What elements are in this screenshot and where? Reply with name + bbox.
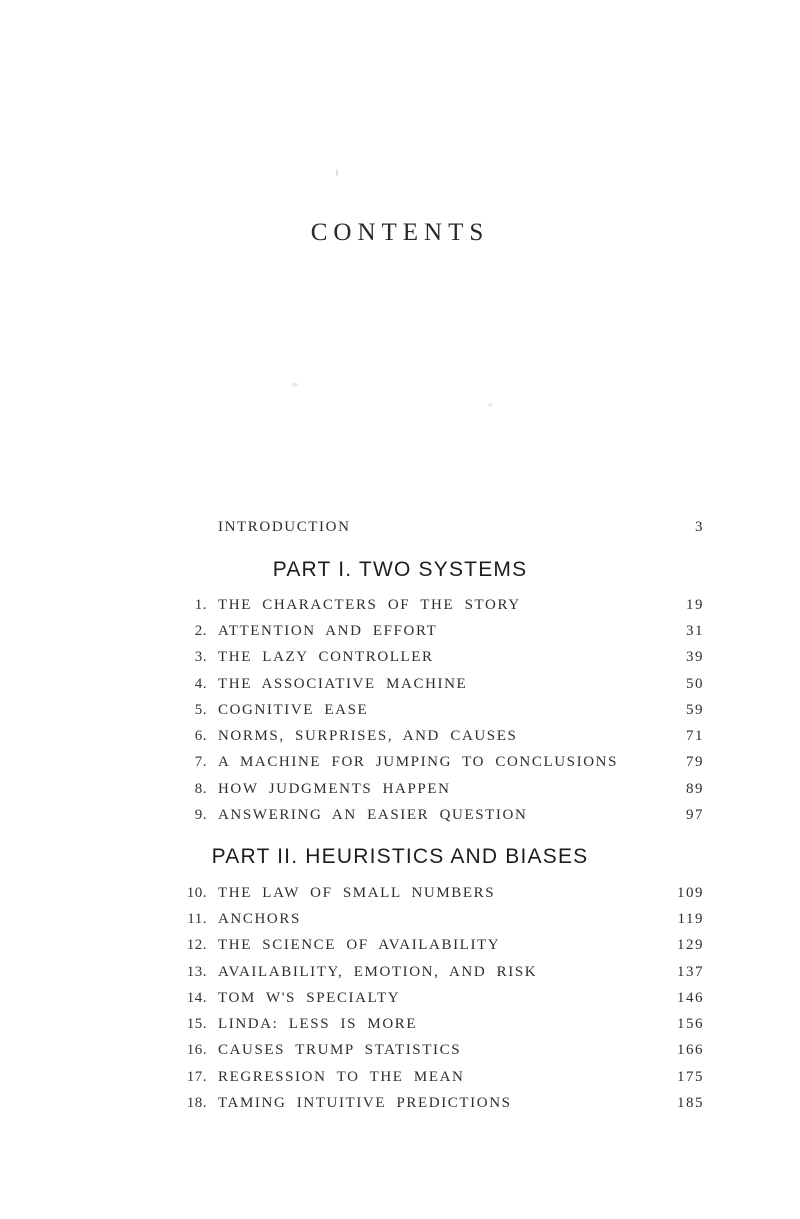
toc-entry	[180, 592, 704, 618]
chapter-title: ATTENTION AND EFFORT	[218, 622, 438, 639]
toc-entry	[180, 645, 704, 671]
chapter-page-number: 146	[677, 989, 704, 1006]
toc-entry	[180, 750, 704, 776]
chapter-number: 15.	[186, 1016, 207, 1033]
part-1-chapter-list	[180, 592, 704, 829]
chapter-title: COGNITIVE EASE	[218, 701, 369, 718]
chapter-page-number: 137	[677, 963, 704, 980]
toc-entry	[180, 1090, 704, 1116]
chapter-page-number: 50	[686, 675, 704, 692]
chapter-title: THE LAZY CONTROLLER	[218, 649, 434, 666]
chapter-title: TAMING INTUITIVE PREDICTIONS	[218, 1095, 512, 1112]
chapter-title: ANCHORS	[218, 910, 301, 927]
chapter-number: 2.	[194, 622, 207, 639]
chapter-number: 1.	[194, 596, 207, 613]
chapter-number: 3.	[194, 649, 207, 666]
chapter-number: 13.	[186, 963, 207, 980]
toc-entry	[180, 880, 704, 906]
scan-speck	[292, 383, 298, 387]
chapter-page-number: 119	[677, 910, 704, 927]
chapter-page-number: 59	[686, 701, 704, 718]
chapter-number: 11.	[187, 910, 207, 927]
chapter-title: AVAILABILITY, EMOTION, AND RISK	[218, 963, 538, 980]
toc-entry	[180, 959, 704, 985]
chapter-page-number: 185	[677, 1095, 704, 1112]
chapter-title: CAUSES TRUMP STATISTICS	[218, 1042, 462, 1059]
toc-entry	[180, 1064, 704, 1090]
chapter-number: 16.	[186, 1042, 207, 1059]
part-1-heading: PART I. TWO SYSTEMS	[272, 558, 528, 581]
chapter-title: LINDA: LESS IS MORE	[218, 1016, 418, 1033]
toc-entry	[180, 723, 704, 749]
chapter-number: 7.	[194, 754, 207, 771]
chapter-title: INTRODUCTION	[218, 518, 351, 535]
toc-entry	[180, 1038, 704, 1064]
chapter-page-number: 175	[677, 1068, 704, 1085]
chapter-title: TOM W'S SPECIALTY	[218, 989, 401, 1006]
chapter-number: 12.	[186, 937, 207, 954]
chapter-page-number: 71	[686, 728, 704, 745]
chapter-title: NORMS, SURPRISES, AND CAUSES	[218, 728, 518, 745]
chapter-title: A MACHINE FOR JUMPING TO CONCLUSIONS	[218, 754, 619, 771]
chapter-title: THE LAW OF SMALL NUMBERS	[218, 884, 496, 901]
chapter-page-number: 3	[695, 518, 704, 535]
chapter-number: 9.	[194, 807, 207, 824]
chapter-page-number: 129	[677, 937, 704, 954]
chapter-page-number: 19	[686, 596, 704, 613]
chapter-number: 14.	[186, 989, 207, 1006]
chapter-title: THE CHARACTERS OF THE STORY	[218, 596, 521, 613]
toc-entry	[180, 802, 704, 828]
chapter-page-number: 109	[677, 884, 704, 901]
chapter-page-number: 166	[677, 1042, 704, 1059]
chapter-number: 18.	[186, 1095, 207, 1112]
chapter-number: 5.	[194, 701, 207, 718]
toc-entry	[180, 906, 704, 932]
chapter-number: 17.	[186, 1068, 207, 1085]
toc-entry	[180, 985, 704, 1011]
toc-entry	[180, 618, 704, 644]
toc-entry	[180, 1011, 704, 1037]
chapter-page-number: 31	[686, 622, 704, 639]
chapter-number: 6.	[194, 728, 207, 745]
chapter-page-number: 156	[677, 1016, 704, 1033]
chapter-title: THE SCIENCE OF AVAILABILITY	[218, 937, 501, 954]
toc-entry	[180, 933, 704, 959]
toc-entry	[180, 671, 704, 697]
toc-entry-introduction	[180, 514, 704, 540]
scan-speck	[336, 169, 338, 176]
chapter-number: 8.	[194, 780, 207, 797]
toc-entry	[180, 776, 704, 802]
chapter-title: THE ASSOCIATIVE MACHINE	[218, 675, 468, 692]
toc-entry	[180, 697, 704, 723]
part-2-heading: PART II. HEURISTICS AND BIASES	[211, 845, 589, 868]
chapter-page-number: 39	[686, 649, 704, 666]
chapter-number: 4.	[194, 675, 207, 692]
chapter-page-number: 79	[686, 754, 704, 771]
chapter-page-number: 89	[686, 780, 704, 797]
part-2-chapter-list	[180, 880, 704, 1117]
chapter-title: HOW JUDGMENTS HAPPEN	[218, 780, 451, 797]
page-title: CONTENTS	[310, 219, 490, 246]
scan-speck	[488, 403, 493, 407]
chapter-page-number: 97	[686, 807, 704, 824]
chapter-number: 10.	[186, 884, 207, 901]
chapter-title: ANSWERING AN EASIER QUESTION	[218, 807, 528, 824]
chapter-title: REGRESSION TO THE MEAN	[218, 1068, 465, 1085]
